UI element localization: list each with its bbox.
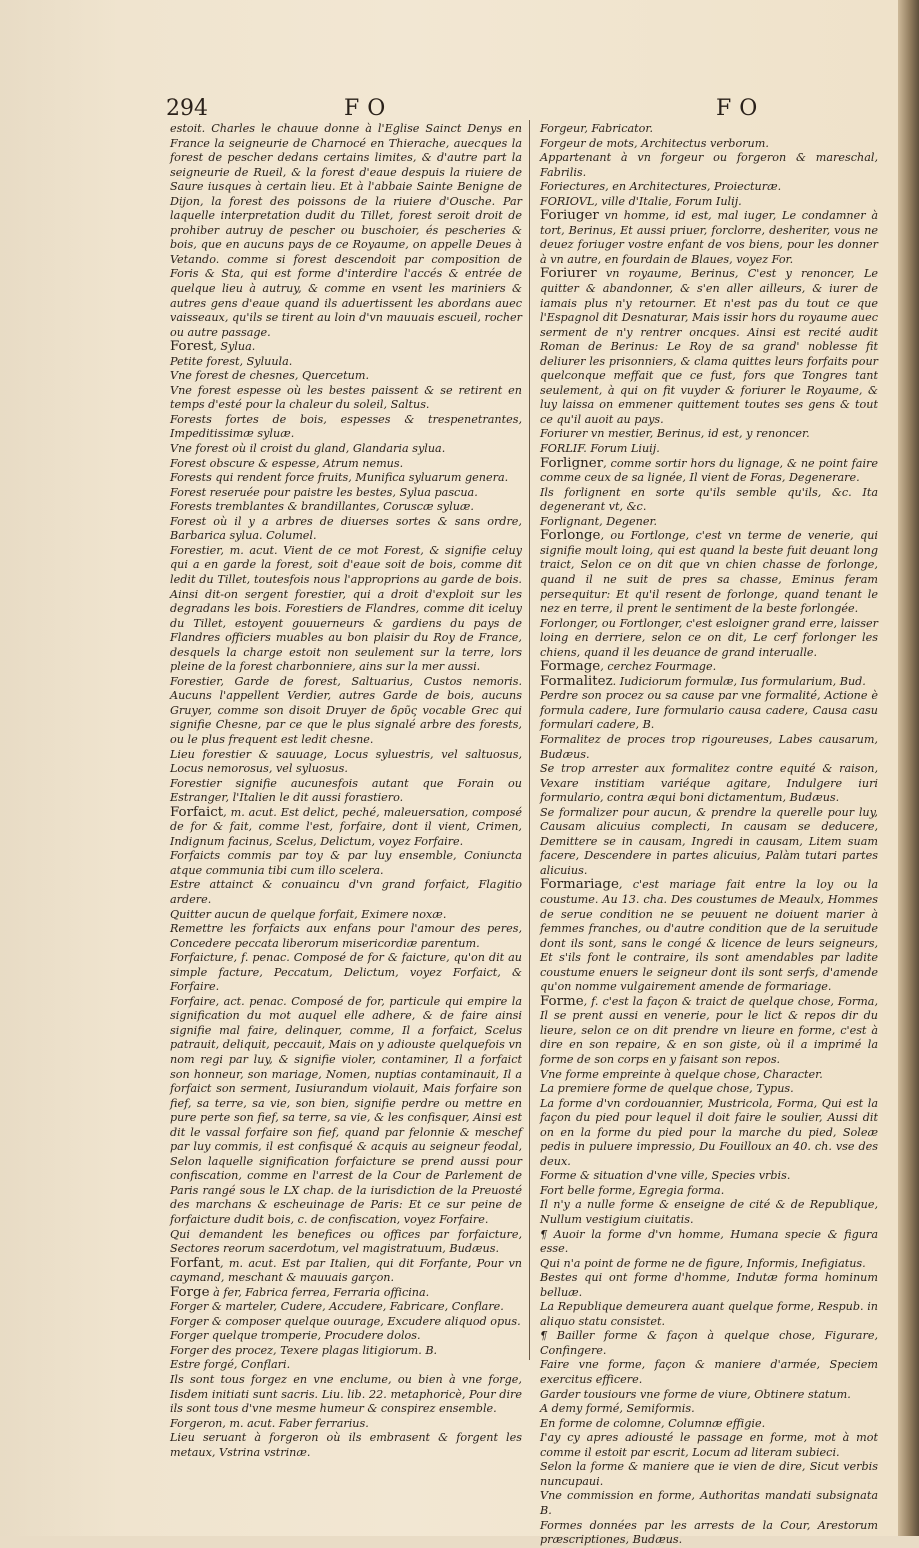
- dictionary-entry: [170, 355, 522, 370]
- entry-text: Forfaicture, f. penac. Composé de for & faicture, qu'on dit au simple facture, Peccatum, Delictum, voyez Forfaict, & Forfaire.: [170, 951, 522, 994]
- dictionary-entry: [540, 689, 878, 733]
- entry-text: Forests fortes de bois, espesses & trespenetrantes, Impeditissimæ syluæ.: [170, 412, 522, 441]
- dictionary-entry: [170, 1417, 522, 1432]
- dictionary-entry: [170, 384, 522, 413]
- dictionary-entry: [540, 1068, 878, 1083]
- dictionary-entry: [170, 922, 522, 951]
- dictionary-entry: [540, 1228, 878, 1257]
- entry-text: ¶ Auoir la forme d'vn homme, Humana specie & figura esse.: [540, 1227, 878, 1256]
- dictionary-entry: [540, 1184, 878, 1199]
- dictionary-entry: [170, 1373, 522, 1417]
- dictionary-entry: [540, 1489, 878, 1518]
- entry-headword: Forfant: [170, 1255, 220, 1271]
- dictionary-entry: [540, 180, 878, 195]
- entry-text: Forfaire, act. penac. Composé de for, particule qui empire la signification du mot auquel elle adhere, & de faire ainsi signifie mal faire, delinquer, comme, Il a forfaict, Scelus patrauit, deliquit, peccauit, Mais on y adiouste quelquefois vn nom regi par luy, & signifie violer, contaminer, Il a forfaict son honneur, son mariage, Nomen, nuptias contaminauit, Il a forfaict son serment, Iusiurandum violauit, Mais forfaire son fief, sa terre, sa vie, son bien, signifie perdre ou mettre en pure perte son fief, sa terre, sa vie, & les confisquer, Ainsi est dit le vassal forfaire son fief, quand par felonnie & meschef par luy commis, il est confisqué & acquis au seigneur feodal, Selon laquelle signification forfaicture se prend aussi pour confiscation, comme en l'arrest de la Cour de Parlement de Paris rangé sous le LX chap. de la iurisdiction de la Preuosté des marchans & escheuinage de Paris: Et ce sur peine de forfaicture dudit bois, c. de confiscation, voyez Forfaire.: [170, 994, 522, 1227]
- entry-text: Forest obscure & espesse, Atrum nemus.: [170, 456, 404, 470]
- dictionary-entry: [170, 849, 522, 878]
- entry-text: Vne forest de chesnes, Quercetum.: [170, 369, 370, 383]
- dictionary-entry: [540, 1257, 878, 1272]
- entry-text: Forests qui rendent force fruits, Munifica syluarum genera.: [170, 471, 509, 485]
- dictionary-entry: [170, 1344, 522, 1359]
- dictionary-entry: [540, 660, 878, 675]
- dictionary-entry: [540, 1300, 878, 1329]
- entry-text: vn royaume, Berinus, C'est y renoncer, Le quitter & abandonner, & s'en aller ailleurs, & iurer de iamais plus n'y retourner. Et n'est pas du tout ce que l'Espagnol dit Desnaturar, Mais issir hors du royaume auec serment de n'y rentrer oncques. Ainsi est recité audit Roman de Berinus: Le Roy de sa grand' noblesse fit deliurer les prisonniers, & clama quittes leurs forfaits pour quelconque meffait que ce fust, fors que Tongres tant seulement, à qui on fit vuyder & foriurer le Royaume, & luy laissa on emmener quittement toutes ses gens & tout ce qu'il auoit au pays.: [540, 267, 878, 426]
- entry-text: Forme & situation d'vne ville, Species vrbis.: [540, 1169, 791, 1183]
- entry-text: Forgeur, Fabricator.: [540, 122, 654, 135]
- entry-text: . Iudiciorum formulæ, Ius formularium, Bud.: [612, 674, 866, 688]
- entry-text: En forme de colomne, Columnæ effigie.: [540, 1416, 766, 1430]
- entry-text: Perdre son procez ou sa cause par vne formalité, Actione è formula cadere, Iure formulario causa cadere, Causa casu formulari cadere, B.: [540, 689, 878, 732]
- entry-text: estoit. Charles le chauue donne à l'Eglise Sainct Denys en France la seigneurie de Charnocé en Thierache, auecques la forest de pescher dedans certains limites, & d'autre part la seigneurie de Rueil, & la forest d'eaue despuis la riuiere de Saure iusques à certain lieu. Et à l'abbaie Sainte Benigne de Dijon, la forest des poissons de la riuiere d'Ousche. Par laquelle interpretation dudit du Tillet, forest seroit droit de prohiber autruy de pescher ou buschoier, és pescheries & bois, que en aucuns pays de ce Royaume, on appelle Deues à Vetando. comme si forest descendoit par composition de Foris & Sta, qui est forme d'interdire l'accés & entrée de quelque lieu à autruy, & comme en vsent les mariniers & autres gens d'eaue quand ils aduertissent les abordans auec vaisseaux, qu'ils se tirent au loin d'vn mauuais escueil, rocher ou autre passage.: [170, 122, 522, 339]
- dictionary-entry: [540, 1402, 878, 1417]
- entry-text: , cerchez Fourmage.: [600, 660, 717, 674]
- entry-text: Forestier signifie aucunesfois autant que Forain ou Estranger, l'Italien le dit aussi forastiero.: [170, 776, 522, 805]
- entry-text: Forfaicts commis par toy & par luy ensemble, Coniuncta atque communia tibi cum illo scelera.: [170, 849, 522, 877]
- dictionary-entry: [540, 515, 878, 530]
- dictionary-entry: [170, 748, 522, 777]
- dictionary-entry: [540, 675, 878, 690]
- dictionary-entry: [540, 617, 878, 661]
- dictionary-entry: [540, 486, 878, 515]
- entry-text: FORLIF. Forum Liuij.: [540, 442, 660, 456]
- entry-headword: Foriurer: [540, 266, 597, 282]
- entry-text: Garder tousiours vne forme de viure, Obtinere statum.: [540, 1387, 851, 1401]
- entry-text: Forger & composer quelque ouurage, Excudere aliquod opus.: [170, 1314, 521, 1328]
- entry-text: I'ay cy apres adiousté le passage en forme, mot à mot comme il estoit par escrit, Locum ad literam subieci.: [540, 1431, 878, 1459]
- entry-text: à fer, Fabrica ferrea, Ferraria officina.: [209, 1285, 430, 1299]
- dictionary-entry: [540, 1388, 878, 1403]
- dictionary-entry: [540, 529, 878, 616]
- entry-headword: Foriuger: [540, 208, 599, 224]
- left-column-heading: FO: [344, 96, 394, 121]
- entry-text: , Sylua.: [213, 340, 256, 354]
- dictionary-entry: [170, 544, 522, 675]
- entry-text: Forest où il y a arbres de diuerses sortes & sans ordre, Barbarica sylua. Columel.: [170, 514, 522, 543]
- entry-text: , c'est mariage fait entre la loy ou la coustume. Au 13. cha. Des coustumes de Meaulx, Hommes de serue condition ne se peuuent ne doiuent marier à femmes franches, ou d'autre condition que de la seruitude dont ils sont, sans le congé & licence de leurs seigneurs, Et s'ils font le contraire, ils sont amendables par ladite coustume enuers le seigneur dont ils sont serfs, d'amende qu'on nomme vulgairement amende de formariage.: [540, 878, 878, 994]
- dictionary-entry: [170, 806, 522, 850]
- dictionary-entry: [540, 427, 878, 442]
- entry-text: Fort belle forme, Egregia forma.: [540, 1183, 725, 1197]
- entry-text: Formes données par les arrests de la Cour, Arestorum præscriptiones, Budæus.: [540, 1518, 878, 1547]
- column-divider: [529, 120, 530, 1360]
- entry-text: , comme sortir hors du lignage, & ne point faire comme ceux de sa lignée, Il vient de Foras, Degenerare.: [540, 456, 878, 485]
- entry-text: Qui n'a point de forme ne de figure, Informis, Inefigiatus.: [540, 1256, 866, 1270]
- entry-text: Estre attainct & conuaincu d'vn grand forfaict, Flagitio ardere.: [170, 878, 522, 906]
- dictionary-entry: [540, 878, 878, 994]
- dictionary-entry: [170, 486, 522, 501]
- entry-text: vn homme, id est, mal iuger, Le condamner à tort, Berinus, Et aussi priuer, forclorre, desheriter, vous ne deuez foriuger vostre enfant de vos biens, pour les donner à vn autre, en fourdain de Blaues, voyez For.: [540, 209, 878, 266]
- entry-text: Formalitez de proces trop rigoureuses, Labes causarum, Budæus.: [540, 732, 878, 761]
- dictionary-entry: [170, 675, 522, 748]
- dictionary-entry: [170, 1358, 522, 1373]
- dictionary-entry: [170, 951, 522, 995]
- entry-text: Forest reseruée pour paistre les bestes, Sylua pascua.: [170, 485, 478, 499]
- dictionary-entry: [540, 195, 878, 210]
- dictionary-entry: [170, 1431, 522, 1460]
- entry-text: FORIOVL, ville d'Italie, Forum Iulij.: [540, 194, 742, 208]
- dictionary-entry: [540, 1082, 878, 1097]
- entry-text: La forme d'vn cordouannier, Mustricola, Forma, Qui est la façon du pied pour lequel il doit faire le soulier, Aussi dit on en la forme du pied pour la marche du pied, Soleæ pedis in puluere impressio, Du Fouilloux an 40. ch. vse des deux.: [540, 1096, 878, 1168]
- entry-text: Lieu seruant à forgeron où ils embrasent & forgent les metaux, Vstrina vstrinæ.: [170, 1431, 522, 1459]
- entry-headword: Formage: [540, 659, 601, 675]
- entry-text: Faire vne forme, façon & maniere d'armée, Speciem exercitus efficere.: [540, 1358, 878, 1387]
- dictionary-entry: [170, 995, 522, 1228]
- dictionary-entry: [540, 1460, 878, 1489]
- entry-text: , f. c'est la façon & traict de quelque chose, Forma, Il se prent aussi en venerie, pour le lict & repos dir du lieure, selon ce on dit prendre vn lieure en forme, c'est à dire en son repaire, & en son giste, où il a imprimé la forme de son corps en y faisant son repos.: [540, 994, 878, 1066]
- entry-text: Lieu forestier & sauuage, Locus syluestris, vel saltuosus, Locus nemorosus, vel syluosus.: [170, 747, 522, 776]
- dictionary-entry: [170, 1329, 522, 1344]
- dictionary-entry: [170, 369, 522, 384]
- dictionary-entry: [540, 1329, 878, 1358]
- entry-text: Forests tremblantes & brandillantes, Coruscæ syluæ.: [170, 500, 474, 514]
- dictionary-entry: [540, 457, 878, 486]
- entry-text: A demy formé, Semiformis.: [540, 1402, 695, 1416]
- entry-text: ¶ Bailler forme & façon à quelque chose, Figurare, Confingere.: [540, 1329, 878, 1357]
- page-edge: [898, 0, 919, 1536]
- dictionary-entry: [540, 1169, 878, 1184]
- entry-text: Foriurer vn mestier, Berinus, id est, y renoncer.: [540, 427, 810, 441]
- entry-headword: Forge: [170, 1284, 210, 1300]
- page-shadow: [0, 0, 120, 1536]
- dictionary-entry: [170, 457, 522, 472]
- entry-headword: Forligner: [540, 455, 604, 471]
- entry-headword: Forlonge: [540, 528, 601, 544]
- dictionary-entry: [170, 908, 522, 923]
- entry-text: Forlonger, ou Fortlonger, c'est esloigner grand erre, laisser loing en derriere, selon ce on dit, Le cerf forlonger les chiens, quand il les deuance de grand interualle.: [540, 616, 878, 659]
- right-column-heading: FO: [716, 96, 766, 121]
- dictionary-entry: [540, 762, 878, 806]
- dictionary-entry: [540, 1519, 878, 1548]
- entry-text: Forlignant, Degener.: [540, 514, 658, 528]
- entry-text: Qui demandent les benefices ou offices par forfaicture, Sectores reorum sacerdotum, vel magistratuum, Budæus.: [170, 1227, 522, 1256]
- dictionary-entry: [540, 995, 878, 1068]
- entry-text: Vne forest espesse où les bestes paissent & se retirent en temps d'esté pour la chaleur du soleil, Saltus.: [170, 383, 522, 412]
- dictionary-entry: [540, 1358, 878, 1387]
- dictionary-entry: [170, 442, 522, 457]
- entry-text: Vne forest où il croist du gland, Glandaria sylua.: [170, 442, 446, 456]
- entry-text: Forger quelque tromperie, Procudere dolos.: [170, 1329, 421, 1343]
- entry-text: Forgeur de mots, Architectus verborum.: [540, 136, 769, 150]
- entry-text: Vne commission en forme, Authoritas mandati subsignata B.: [540, 1489, 878, 1517]
- entry-text: La Republique demeurera auant quelque forme, Respub. in aliquo statu consistet.: [540, 1300, 878, 1328]
- entry-headword: Forest: [170, 339, 214, 355]
- dictionary-entry: [540, 267, 878, 427]
- dictionary-entry: [170, 515, 522, 544]
- entry-text: Forestier, m. acut. Vient de ce mot Forest, & signifie celuy qui a en garde la forest, soit d'eaue soit de bois, comme dit ledit du Tillet, toutesfois nous l'approprions au garde de bois. Ainsi dit-on sergent forestier, qui a droit d'exploit sur les degradans les bois. Forestiers de Flandres, comme dit iceluy du Tillet, estoyent gouuerneurs & gardiens du pays de Flandres officiers muables au bon plaisir du Roy de France, desquels la charge estoit non seulement sur la terre, lors pleine de la forest charbonniere, ains sur la mer aussi.: [170, 543, 522, 674]
- dictionary-entry: [170, 1315, 522, 1330]
- dictionary-entry: [170, 777, 522, 806]
- entry-text: Estre forgé, Conflari.: [170, 1358, 291, 1372]
- entry-headword: Forfaict: [170, 804, 224, 820]
- entry-text: Remettre les forfaicts aux enfans pour l'amour des peres, Concedere peccata liberorum misericordiæ parentum.: [170, 922, 522, 950]
- entry-text: Vne forme empreinte à quelque chose, Character.: [540, 1067, 823, 1081]
- dictionary-entry: [170, 340, 522, 355]
- entry-text: Ils forlignent en sorte qu'ils semble qu'ils, &c. Ita degenerant vt, &c.: [540, 485, 878, 514]
- entry-text: Forgeron, m. acut. Faber ferrarius.: [170, 1416, 369, 1430]
- entry-headword: Formariage: [540, 877, 619, 893]
- left-column: [170, 122, 522, 1482]
- dictionary-entry: [540, 1431, 878, 1460]
- entry-text: Petite forest, Syluula.: [170, 354, 293, 368]
- dictionary-entry: [540, 122, 878, 137]
- entry-text: , m. acut. Est par Italien, qui dit Forfante, Pour vn caymand, meschant & mauuais garçon.: [170, 1256, 522, 1285]
- page-number: 294: [166, 96, 208, 121]
- dictionary-entry: [170, 878, 522, 907]
- entry-headword: Forme: [540, 993, 584, 1009]
- entry-text: Bestes qui ont forme d'homme, Indutæ forma hominum belluæ.: [540, 1271, 878, 1299]
- dictionary-entry: [170, 413, 522, 442]
- entry-text: Appartenant à vn forgeur ou forgeron & mareschal, Fabrilis.: [540, 151, 878, 179]
- entry-text: Selon la forme & maniere que ie vien de dire, Sicut verbis nuncupaui.: [540, 1460, 878, 1488]
- dictionary-entry: [540, 806, 878, 879]
- dictionary-entry: [540, 151, 878, 180]
- entry-text: , ou Fortlonge, c'est vn terme de venerie, qui signifie moult loing, qui est quand la beste fuit deuant long traict, Selon ce on dit que vn chien chasse de forlonge, quand il ne suit de pres sa chasse, Eminus feram persequitur: Et qu'il resent de forlonge, quand tenant le nez en terre, il prent le sentiment de la beste forlongée.: [540, 529, 878, 616]
- dictionary-entry: [540, 1271, 878, 1300]
- dictionary-entry: [170, 1300, 522, 1315]
- entry-text: Se formalizer pour aucun, & prendre la querelle pour luy, Causam alicuius complecti, In causam se deducere, Demittere se in causam, Ingredi in causam, Litem suam facere, Descendere in partes alicuius, Palàm tutari partes alicuius.: [540, 805, 878, 877]
- dictionary-entry: [170, 471, 522, 486]
- entry-text: Il n'y a nulle forme & enseigne de cité & de Republique, Nullum vestigium ciuitatis.: [540, 1198, 878, 1227]
- entry-headword: Formalitez: [540, 673, 613, 689]
- dictionary-entry: [170, 122, 522, 340]
- dictionary-entry: [540, 442, 878, 457]
- dictionary-entry: [540, 1198, 878, 1227]
- right-column: [540, 122, 878, 1547]
- entry-text: La premiere forme de quelque chose, Typus.: [540, 1082, 794, 1096]
- entry-text: Foriectures, en Architectures, Proiecturæ.: [540, 180, 782, 194]
- dictionary-entry: [540, 733, 878, 762]
- entry-text: , m. acut. Est delict, peché, maleuersation, composé de for & fait, comme l'est, forfaire, dont il vient, Crimen, Indignum facinus, Scelus, Delictum, voyez Forfaire.: [170, 805, 522, 848]
- dictionary-entry: [170, 500, 522, 515]
- entry-text: Quitter aucun de quelque forfait, Eximere noxæ.: [170, 907, 447, 921]
- entry-text: Ils sont tous forgez en vne enclume, ou bien à vne forge, Iisdem initiati sunt sacris. Liu. lib. 22. metaphoricè, Pour dire ils sont tous d'vne mesme humeur & conspirez ensemble.: [170, 1373, 522, 1416]
- dictionary-entry: [540, 209, 878, 267]
- dictionary-entry: [170, 1286, 522, 1301]
- entry-text: Se trop arrester aux formalitez contre equité & raison, Vexare institiam variéque agitare, Indulgere iuri formulario, contra æqui boni dictamentum, Budæus.: [540, 762, 878, 805]
- dictionary-entry: [540, 1417, 878, 1432]
- dictionary-entry: [540, 1097, 878, 1170]
- dictionary-entry: [170, 1257, 522, 1286]
- dictionary-entry: [170, 1228, 522, 1257]
- entry-text: Forger & marteler, Cudere, Accudere, Fabricare, Conflare.: [170, 1300, 504, 1314]
- dictionary-entry: [540, 137, 878, 152]
- entry-text: Forger des procez, Texere plagas litigiorum. B.: [170, 1343, 438, 1357]
- entry-text: Forestier, Garde de forest, Saltuarius, Custos nemoris. Aucuns l'appellent Verdier, autres Garde de bois, aucuns Gruyer, comme son disoit Druyer de δρῦς vocable Grec qui signifie Chesne, par ce que le plus signalé arbre des forests, ou le plus frequent est ledit chesne.: [170, 674, 522, 746]
